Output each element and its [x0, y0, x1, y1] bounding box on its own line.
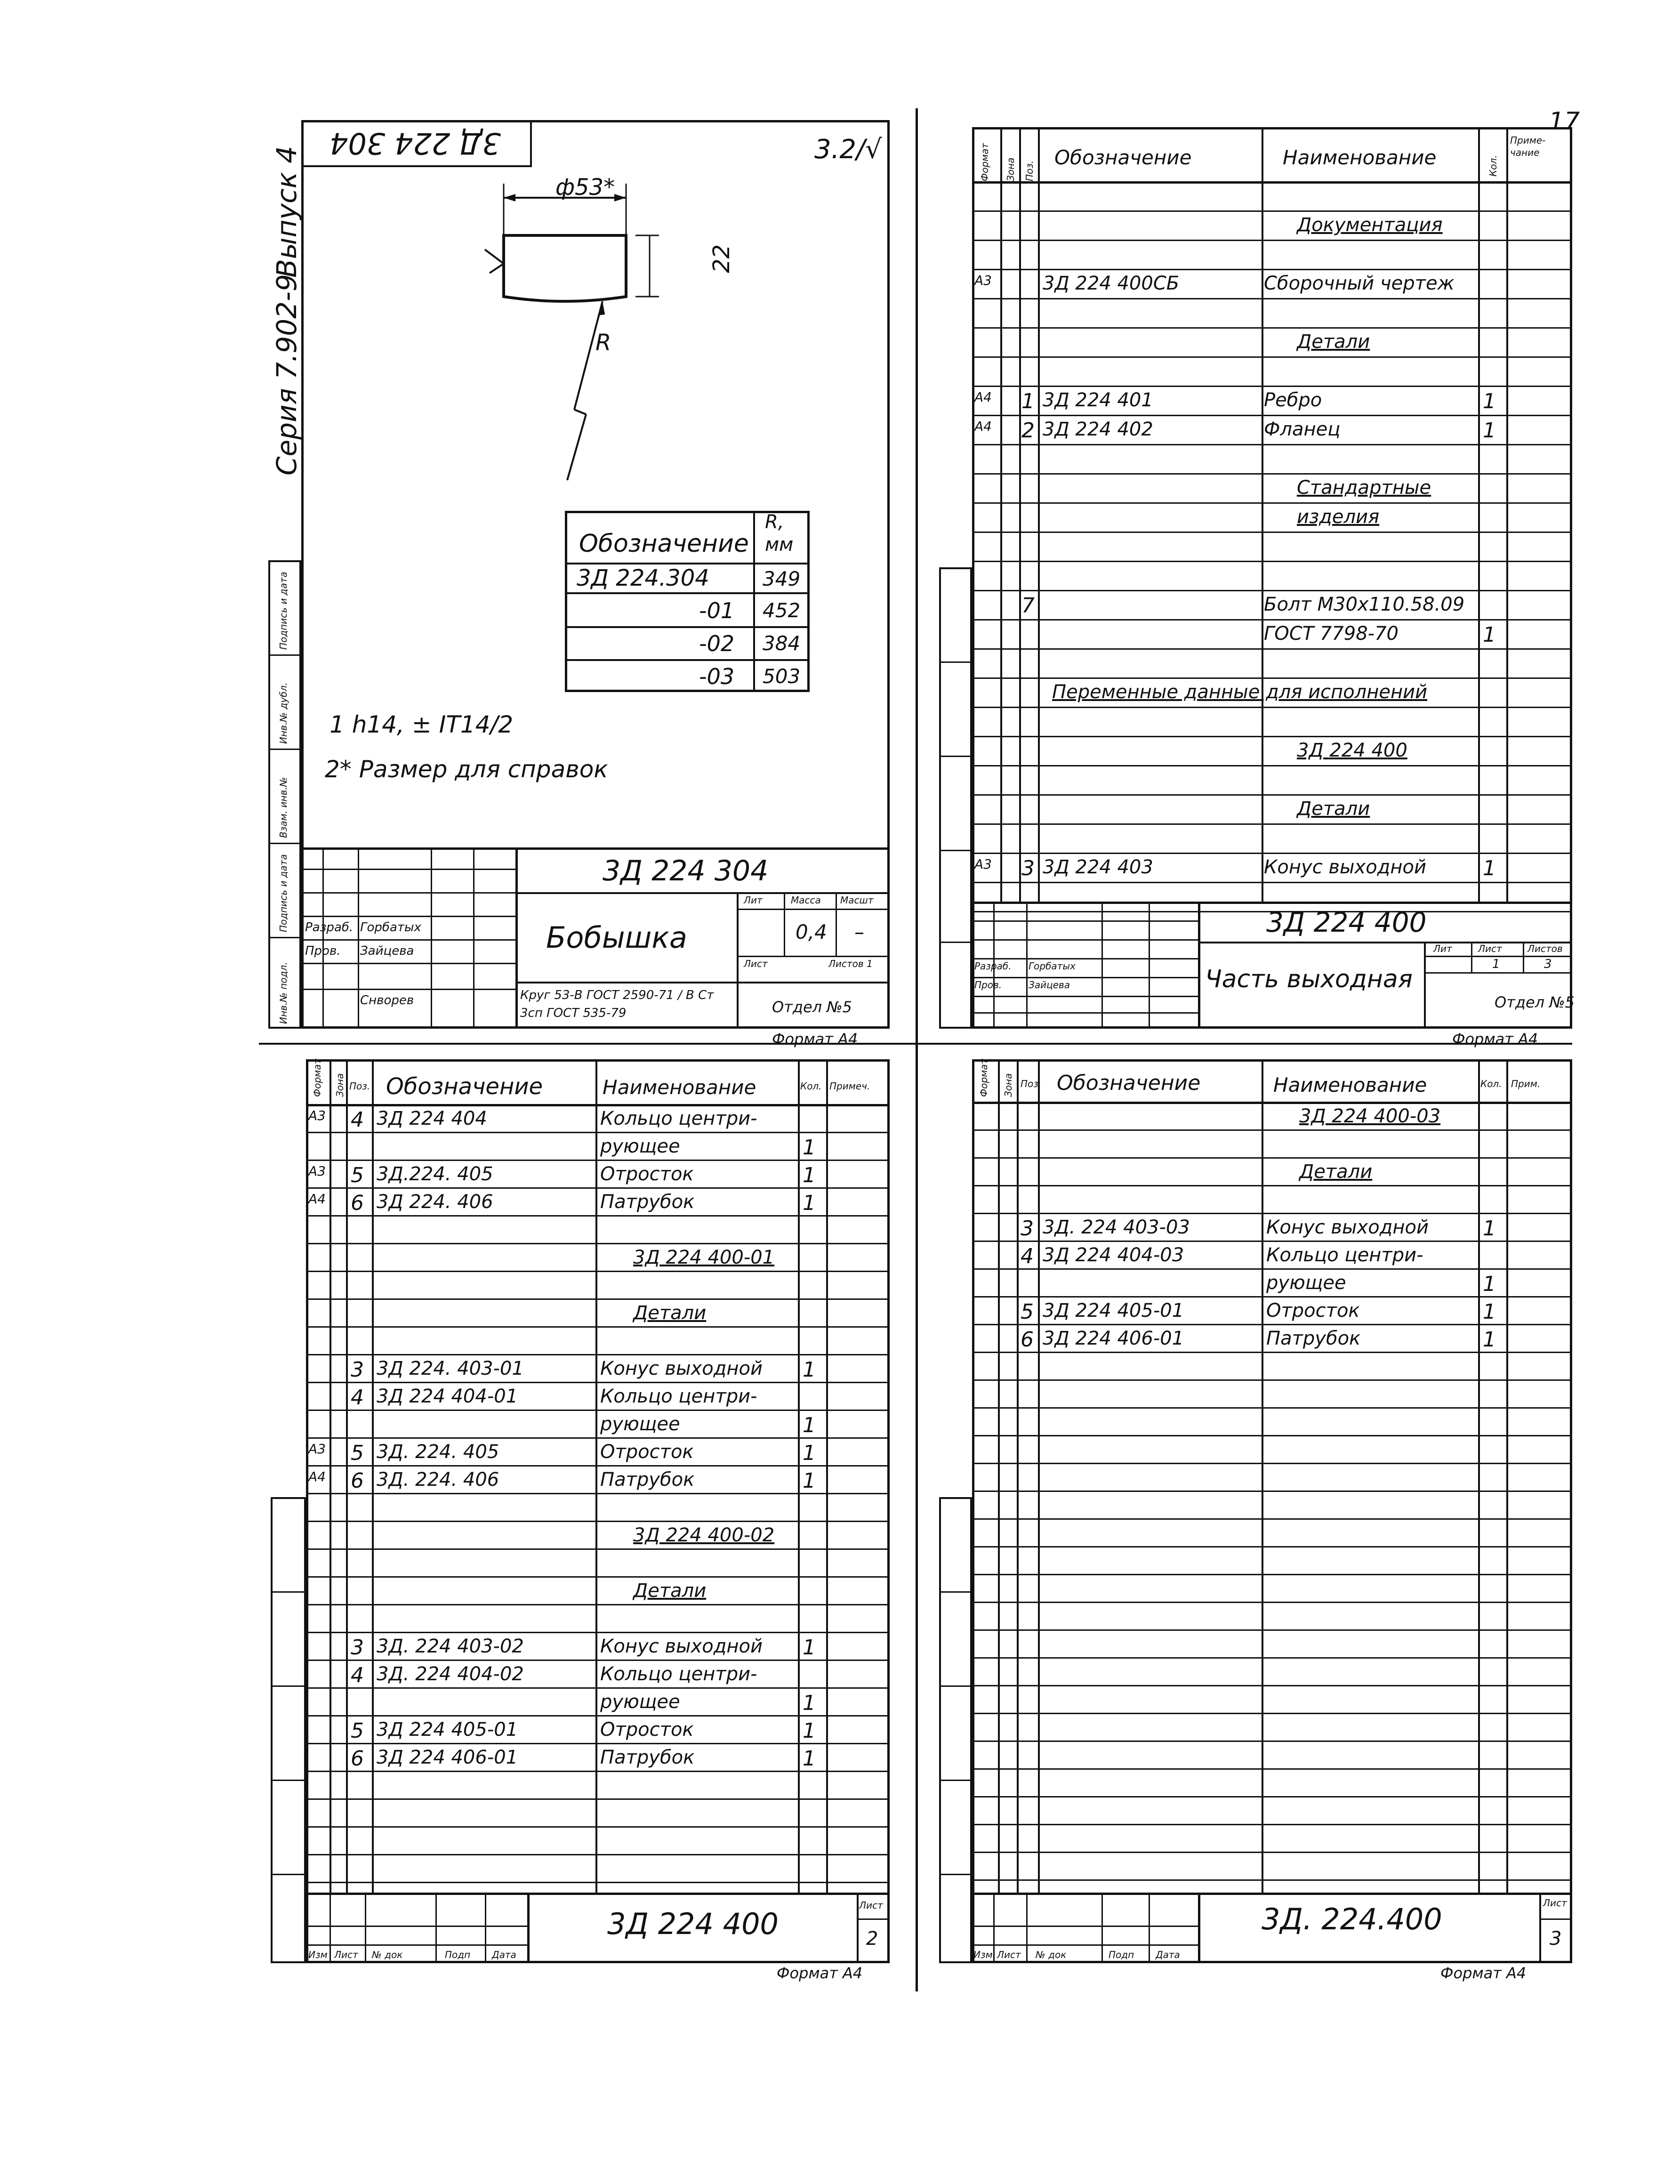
- table-cell-name: Конус выходной: [600, 1358, 763, 1379]
- row-line: [972, 1324, 1572, 1325]
- row-line: [972, 269, 1572, 270]
- row-line: [972, 1463, 1572, 1464]
- page-number: 17: [1549, 107, 1580, 136]
- margin-label: Инв.№ подл.: [278, 962, 289, 1024]
- table-cell-name: Детали: [1297, 798, 1370, 820]
- table-cell-pos: 3: [351, 1636, 364, 1660]
- table-cell-name: Сборочный чертеж: [1264, 273, 1455, 294]
- table-cell-name: Детали: [633, 1580, 707, 1602]
- sheet1-sheets-label: Листов 1: [828, 958, 873, 969]
- row-line: [306, 1271, 890, 1272]
- sheet2-header-format: Формат: [979, 143, 990, 181]
- row-line: [972, 1491, 1572, 1492]
- sheet2-org: Отдел №5: [1495, 993, 1575, 1011]
- table-cell-qty: 1: [803, 1469, 816, 1493]
- sheet1-signer-1: Разраб.: [305, 920, 354, 935]
- row-line: [972, 1296, 1572, 1298]
- sheet2-signer-2: Пров.: [974, 979, 1002, 991]
- sheet4-bottom-label: Подп: [1109, 1949, 1134, 1960]
- row-line: [306, 1687, 890, 1689]
- table-cell-name: Отросток: [600, 1441, 694, 1463]
- row-line: [972, 1741, 1572, 1742]
- sheet4-bottom-label: № док: [1036, 1949, 1067, 1960]
- row-line: [972, 298, 1572, 299]
- table-cell-pos: 4: [1021, 1244, 1034, 1268]
- table-cell-pos: 7: [1021, 594, 1035, 618]
- row-line: [306, 1493, 890, 1494]
- table-cell-designation: 3Д. 224 403-02: [377, 1636, 524, 1657]
- table-cell-pos: 3: [351, 1358, 364, 1382]
- row-line: [306, 1298, 890, 1300]
- row-line: [972, 1768, 1572, 1770]
- sheet1-part-drawing: [461, 155, 791, 485]
- row-line: [306, 1632, 890, 1633]
- table-cell-qty: 1: [1483, 389, 1496, 413]
- sheet4-bottom-label: Дата: [1156, 1949, 1180, 1960]
- row-line: [972, 794, 1572, 796]
- table-cell-pos: 1: [1021, 389, 1035, 413]
- row-line: [972, 736, 1572, 737]
- table-cell-designation: 3Д. 224. 405: [377, 1441, 499, 1463]
- sheet1-dim-radius: R: [595, 330, 611, 356]
- sheet1-header-mass: Масса: [791, 895, 821, 906]
- table-cell-name: Отросток: [600, 1719, 694, 1741]
- table-row-r: 349: [763, 567, 801, 590]
- margin-label: Инв.№ дубл.: [278, 682, 289, 744]
- row-line: [972, 561, 1572, 562]
- table-cell-qty: 1: [803, 1747, 816, 1771]
- table-row: -02: [699, 631, 735, 656]
- table-cell-pos: 4: [351, 1386, 364, 1410]
- sheet2-header-sheets: Листов: [1527, 943, 1563, 954]
- row-line: [306, 1798, 890, 1800]
- row-line: [972, 1574, 1572, 1575]
- row-line: [972, 1379, 1572, 1381]
- table-cell-pos: 5: [1021, 1300, 1034, 1324]
- table-cell-qty: 1: [803, 1358, 816, 1382]
- sheet4-sheet-no: 3: [1550, 1928, 1562, 1950]
- row-line: [972, 1435, 1572, 1436]
- table-cell-name: Детали: [1297, 331, 1370, 353]
- row-line: [972, 590, 1572, 591]
- issue-label: Выпуск 4: [271, 145, 303, 278]
- row-line: [972, 1657, 1572, 1659]
- sheet3-format: Формат А4: [777, 1964, 863, 1982]
- row-line: [306, 1660, 890, 1661]
- table-cell-fmt: А3: [974, 856, 992, 872]
- sheet3-bottom-label: Подп: [445, 1949, 471, 1960]
- row-line: [306, 1132, 890, 1133]
- table-header-designation: Обозначение: [579, 530, 749, 558]
- row-line: [306, 1465, 890, 1467]
- table-cell-pos: 5: [351, 1719, 364, 1743]
- margin-label: Взам. инв.№: [278, 777, 289, 838]
- row-line: [306, 1521, 890, 1522]
- row-line: [972, 1241, 1572, 1242]
- row-line: [306, 1354, 890, 1355]
- row-line: [306, 1104, 890, 1106]
- margin-label: Подпись и дата: [278, 572, 289, 650]
- table-cell-designation: 3Д 224. 406: [377, 1191, 493, 1213]
- row-line: [972, 1629, 1572, 1631]
- row-line: [972, 415, 1572, 416]
- table-cell-designation: 3Д 224 402: [1043, 419, 1153, 440]
- sheet3-header-format: Формат: [312, 1058, 323, 1097]
- sheet1-title-code: 3Д 224 304: [603, 854, 769, 887]
- sheet3-margin-strip: [271, 1497, 306, 1963]
- sheet2-signer-1: Разраб.: [974, 960, 1012, 972]
- table-cell-name: Детали: [1299, 1161, 1373, 1183]
- vertical-divider: [916, 108, 918, 1991]
- row-line: [306, 1743, 890, 1744]
- table-cell-name: 3Д 224 400-03: [1299, 1105, 1441, 1127]
- row-line: [972, 1102, 1572, 1104]
- table-cell-designation: 3Д 224 404-01: [377, 1386, 518, 1407]
- row-line: [972, 1602, 1572, 1603]
- row-line: [972, 327, 1572, 329]
- sheet2-header-zone: Зона: [1005, 157, 1016, 181]
- table-cell-pos: 6: [351, 1469, 364, 1493]
- sheet1-org: Отдел №5: [772, 998, 852, 1016]
- row-line: [972, 1852, 1572, 1853]
- table-cell-qty: 1: [803, 1136, 816, 1160]
- row-line: [306, 1771, 890, 1772]
- sheet3-bottom-label: Лист: [334, 1949, 358, 1960]
- row-line: [972, 1213, 1572, 1214]
- table-cell-name: Кольцо центри-: [1266, 1244, 1423, 1266]
- table-cell-pos: 6: [351, 1747, 364, 1771]
- row-line: [306, 1882, 890, 1883]
- row-line: [972, 853, 1572, 854]
- table-cell-designation: 3Д 224 406-01: [1043, 1328, 1184, 1349]
- sheet2-header-name: Наименование: [1283, 146, 1437, 169]
- row-line: [972, 1796, 1572, 1797]
- sheet2-signer-name-1: Горбатых: [1029, 960, 1076, 972]
- sheet4-frame: [972, 1059, 1572, 1963]
- table-cell-qty: 1: [1483, 1328, 1496, 1352]
- row-line: [972, 1157, 1572, 1159]
- table-cell-name: Болт М30х110.58.09: [1264, 594, 1465, 615]
- table-cell-qty: 1: [803, 1163, 816, 1187]
- sheet4-header-name: Наименование: [1273, 1073, 1427, 1096]
- table-cell-name: 3Д 224 400-01: [633, 1247, 775, 1268]
- table-cell-fmt: А4: [308, 1469, 326, 1484]
- table-cell-name: Конус выходной: [600, 1636, 763, 1657]
- sheet1-signer-name-4: Снворев: [360, 993, 414, 1007]
- table-cell-name: 3Д 224 400-02: [633, 1524, 775, 1546]
- sheet1-note-1: 1 h14, ± IT14/2: [330, 711, 514, 738]
- table-cell-name: Отросток: [1266, 1300, 1360, 1322]
- table-row-r: 452: [763, 599, 801, 622]
- table-cell-fmt: А3: [308, 1108, 326, 1123]
- row-line: [306, 1576, 890, 1578]
- table-cell-name: Патрубок: [1266, 1328, 1361, 1349]
- sheet4-margin-strip: [939, 1497, 972, 1963]
- table-cell-name: Ребро: [1264, 389, 1322, 411]
- row-line: [972, 707, 1572, 708]
- sheet3-header-note: Примеч.: [829, 1080, 870, 1092]
- sheet2-header-lit: Лит: [1433, 943, 1452, 954]
- sheet1-roughness-mark: 3.2/√: [814, 134, 882, 165]
- sheet2-header-pos: Поз.: [1024, 160, 1035, 181]
- row-line: [972, 823, 1572, 825]
- table-cell-designation: 3Д 224. 403-01: [377, 1358, 524, 1379]
- table-cell-name: Кольцо центри-: [600, 1108, 757, 1129]
- table-cell-name: рующее: [600, 1413, 680, 1435]
- table-cell-qty: 1: [803, 1191, 816, 1215]
- sheet4-bottom-label: Изм: [973, 1949, 993, 1960]
- table-cell-pos: 3: [1021, 856, 1035, 880]
- row-line: [972, 1713, 1572, 1714]
- sheet4-header-qty: Кол.: [1480, 1078, 1502, 1089]
- table-cell-qty: 1: [803, 1719, 816, 1743]
- table-cell-name: рующее: [600, 1136, 680, 1157]
- table-cell-designation: 3Д 224 400СБ: [1043, 273, 1180, 294]
- sheet1-scale-value: –: [854, 920, 864, 943]
- sheet1-material: Круг 53-В ГОСТ 2590-71 / В Ст 3сп ГОСТ 535-79: [520, 988, 714, 1020]
- table-cell-designation: 3Д 224 404-03: [1043, 1244, 1184, 1266]
- row-line: [306, 1410, 890, 1411]
- table-cell-name: Патрубок: [600, 1747, 695, 1768]
- table-cell-name: Документация: [1297, 214, 1443, 236]
- table-cell-fmt: А3: [308, 1441, 326, 1457]
- table-cell-name: изделия: [1297, 506, 1380, 528]
- table-cell-name: Детали: [633, 1302, 707, 1324]
- table-row: -03: [699, 664, 735, 689]
- sheet2-sheet-no: 1: [1492, 957, 1500, 971]
- row-line: [972, 1268, 1572, 1270]
- sheet2-title-name: Часть выходная: [1205, 965, 1413, 993]
- table-cell-fmt: А4: [974, 419, 992, 434]
- table-cell-pos: 6: [1021, 1328, 1034, 1352]
- table-cell-name: Стандартные: [1297, 477, 1431, 499]
- sheet2-header-sheet: Лист: [1478, 943, 1502, 954]
- table-cell-name: рующее: [600, 1691, 680, 1713]
- row-line: [972, 1879, 1572, 1881]
- row-line: [972, 444, 1572, 445]
- table-cell-qty: 1: [1483, 1217, 1496, 1241]
- sheet4-header-pos: Поз.: [1021, 1078, 1042, 1089]
- row-line: [972, 765, 1572, 766]
- row-line: [306, 1326, 890, 1328]
- sheet1-signer-name-1: Горбатых: [360, 920, 421, 935]
- table-cell-designation: 3Д.224. 405: [377, 1163, 493, 1185]
- row-line: [972, 1518, 1572, 1520]
- table-cell-name: 3Д 224 400: [1297, 740, 1407, 761]
- sheet2-header-qty: Кол.: [1487, 155, 1499, 177]
- row-line: [972, 1129, 1572, 1131]
- sheet3-header-designation: Обозначение: [386, 1073, 543, 1100]
- row-line: [306, 1826, 890, 1828]
- table-cell-pos: 2: [1021, 419, 1035, 443]
- sheet3-bottom-label: Дата: [492, 1949, 516, 1960]
- sheet3-sheet-label: Лист: [859, 1900, 883, 1911]
- sheet1-signer-2: Пров.: [305, 944, 341, 958]
- table-cell-designation: 3Д 224 401: [1043, 389, 1153, 411]
- row-line: [972, 502, 1572, 504]
- table-cell-pos: 5: [351, 1441, 364, 1465]
- sheet1-corner-code: 3Д 224 304: [330, 126, 501, 161]
- table-row-r: 384: [763, 632, 801, 655]
- table-cell-designation: 3Д 224 405-01: [377, 1719, 518, 1741]
- table-cell-designation: Переменные данные для исполнений: [1052, 681, 1428, 703]
- row-line: [972, 181, 1572, 184]
- table-cell-qty: 1: [803, 1636, 816, 1660]
- row-line: [306, 1715, 890, 1717]
- row-line: [972, 473, 1572, 475]
- row-line: [306, 1215, 890, 1217]
- table-cell-qty: 1: [803, 1441, 816, 1465]
- table-row-r: 503: [763, 665, 801, 688]
- sheet4-sheet-label: Лист: [1543, 1897, 1567, 1909]
- row-line: [306, 1160, 890, 1161]
- sheet3-title-code: 3Д 224 400: [607, 1907, 779, 1941]
- table-cell-name: Патрубок: [600, 1469, 695, 1491]
- table-cell-qty: 1: [1483, 1272, 1496, 1296]
- table-cell-fmt: А4: [308, 1191, 326, 1207]
- sheet4-bottom-label: Лист: [997, 1949, 1021, 1960]
- table-cell-name: ГОСТ 7798-70: [1264, 623, 1399, 645]
- table-cell-qty: 1: [1483, 419, 1496, 443]
- table-cell-fmt: А4: [974, 389, 992, 405]
- sheet1-header-lit: Лит: [744, 895, 763, 906]
- sheet2-frame: [972, 127, 1572, 1029]
- sheet2-signer-name-2: Зайцева: [1029, 979, 1070, 991]
- sheet2-header-note: Приме- чание: [1510, 135, 1546, 158]
- sheet4-title-code: 3Д. 224.400: [1262, 1902, 1442, 1936]
- sheet4-format: Формат А4: [1440, 1964, 1527, 1982]
- sheet1-note-2: 2* Размер для справок: [325, 756, 608, 783]
- table-cell-fmt: А3: [308, 1163, 326, 1179]
- row-line: [972, 240, 1572, 241]
- table-cell-pos: 5: [351, 1163, 364, 1187]
- table-cell-name: Конус выходной: [1264, 856, 1426, 878]
- table-cell-pos: 4: [351, 1108, 364, 1132]
- row-line: [972, 1685, 1572, 1686]
- sheet1-sheet-label: Лист: [744, 958, 768, 969]
- row-line: [972, 619, 1572, 621]
- table-cell-designation: 3Д 224 406-01: [377, 1747, 518, 1768]
- table-header-r: R, мм: [765, 511, 794, 556]
- table-cell-name: рующее: [1266, 1272, 1346, 1294]
- row-line: [972, 210, 1572, 212]
- table-row: 3Д 224.304: [577, 565, 709, 591]
- row-line: [306, 1548, 890, 1550]
- row-line: [306, 1382, 890, 1383]
- row-line: [972, 356, 1572, 358]
- sheet3-sheet-no: 2: [866, 1928, 878, 1950]
- sheet4-header-format: Формат: [978, 1058, 989, 1097]
- table-cell-pos: 3: [1021, 1217, 1034, 1241]
- table-cell-designation: 3Д. 224. 406: [377, 1469, 499, 1491]
- row-line: [306, 1604, 890, 1605]
- row-line: [306, 1437, 890, 1439]
- sheet2-header-designation: Обозначение: [1054, 146, 1192, 169]
- row-line: [972, 1185, 1572, 1186]
- table-cell-qty: 1: [1483, 1300, 1496, 1324]
- horizontal-divider: [259, 1043, 1572, 1045]
- sheet1-title-name: Бобышка: [546, 920, 687, 955]
- table-cell-name: Отросток: [600, 1163, 694, 1185]
- row-line: [972, 1546, 1572, 1547]
- row-line: [306, 1187, 890, 1189]
- sheet1-dim-height: 22: [708, 244, 735, 273]
- row-line: [972, 648, 1572, 650]
- sheet3-header-name: Наименование: [603, 1076, 756, 1099]
- row-line: [972, 1352, 1572, 1353]
- table-cell-qty: 1: [803, 1691, 816, 1715]
- series-label: Серия 7.902-9: [271, 274, 303, 475]
- table-cell-qty: 1: [803, 1413, 816, 1437]
- sheet3-header-pos: Поз.: [349, 1080, 370, 1092]
- sheet1-header-scale: Масшт: [840, 895, 874, 906]
- table-cell-fmt: А3: [974, 273, 992, 288]
- row-line: [972, 1407, 1572, 1409]
- table-cell-name: Конус выходной: [1266, 1217, 1429, 1238]
- sheet4-header-note: Прим.: [1511, 1078, 1541, 1089]
- table-cell-pos: 6: [351, 1191, 364, 1215]
- table-cell-name: Кольцо центри-: [600, 1663, 757, 1685]
- table-cell-designation: 3Д. 224 403-03: [1043, 1217, 1190, 1238]
- sheet4-header-designation: Обозначение: [1057, 1071, 1201, 1095]
- table-cell-designation: 3Д. 224 404-02: [377, 1663, 524, 1685]
- sheet3-header-qty: Кол.: [800, 1080, 822, 1092]
- sheet2-margin-strip: [939, 567, 972, 1029]
- sheet2-title-code: 3Д 224 400: [1266, 906, 1427, 938]
- table-cell-qty: 1: [1483, 623, 1496, 647]
- sheet2-format: Формат А4: [1452, 1030, 1538, 1048]
- sheet1-signer-name-2: Зайцева: [360, 944, 414, 958]
- table-cell-qty: 1: [1483, 856, 1496, 880]
- row-line: [972, 532, 1572, 533]
- sheet3-bottom-label: Изм: [308, 1949, 328, 1960]
- table-cell-pos: 4: [351, 1663, 364, 1687]
- row-line: [306, 1854, 890, 1855]
- table-cell-designation: 3Д 224 403: [1043, 856, 1153, 878]
- table-cell-designation: 3Д 224 405-01: [1043, 1300, 1184, 1322]
- sheet1-mass-value: 0,4: [796, 920, 827, 943]
- row-line: [306, 1243, 890, 1244]
- row-line: [972, 882, 1572, 883]
- row-line: [972, 386, 1572, 387]
- table-cell-designation: 3Д 224 404: [377, 1108, 487, 1129]
- sheet3-bottom-label: № док: [372, 1949, 403, 1960]
- sheet1-dim-diameter: ф53*: [555, 174, 615, 201]
- table-cell-name: Патрубок: [600, 1191, 695, 1213]
- sheet4-header-zone: Зона: [1003, 1073, 1014, 1097]
- margin-label: Подпись и дата: [278, 854, 289, 932]
- table-row: -01: [699, 598, 735, 623]
- row-line: [972, 1824, 1572, 1825]
- table-cell-name: Кольцо центри-: [600, 1386, 757, 1407]
- sheet2-sheets-total: 3: [1544, 957, 1552, 971]
- row-line: [972, 677, 1572, 679]
- sheet1-format: Формат А4: [772, 1030, 858, 1048]
- sheet3-header-zone: Зона: [334, 1073, 346, 1097]
- table-cell-name: Фланец: [1264, 419, 1341, 440]
